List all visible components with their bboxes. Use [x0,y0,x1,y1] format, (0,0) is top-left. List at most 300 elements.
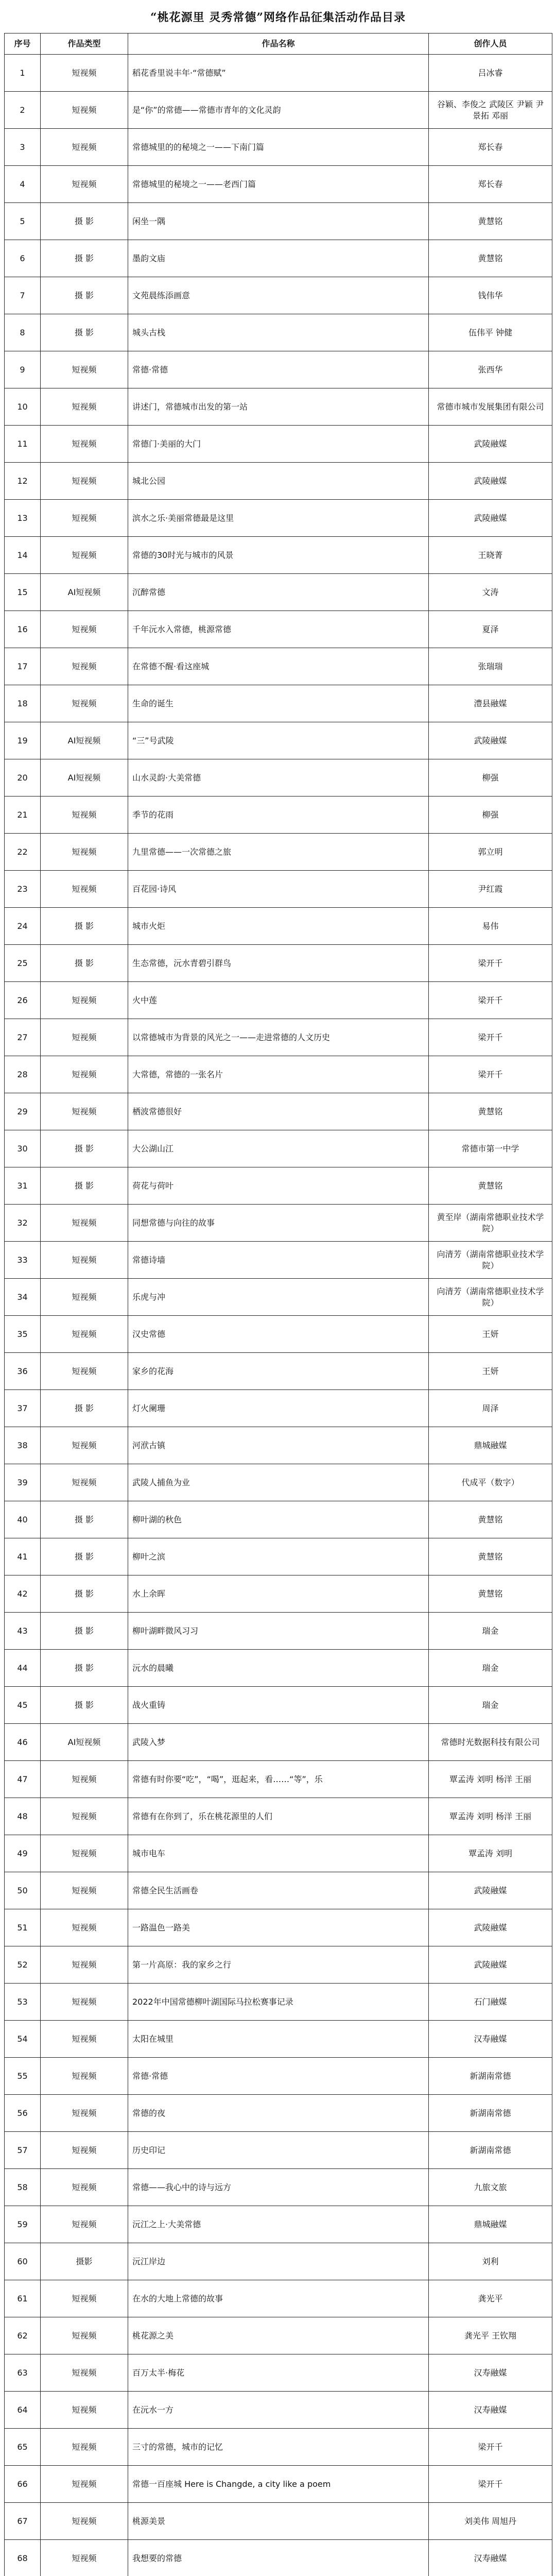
cell-type: 短视频 [41,2132,128,2169]
table-row [5,1390,552,1427]
table-row [5,1427,552,1464]
cell-name: 一路温色一路美 [128,1909,429,1946]
table-row [5,2058,552,2095]
cell-author: 汉寿融媒 [429,2540,552,2576]
cell-name: 荷花与荷叶 [128,1167,429,1205]
cell-name: 常德一百座城 Here is Changde, a city like a poem [128,2466,429,2503]
cell-type: 摄 影 [41,908,128,945]
cell-type: 短视频 [41,1464,128,1501]
cell-author: 郑长春 [429,166,552,203]
cell-author: 柳强 [429,759,552,796]
cell-type: 短视频 [41,1984,128,2021]
cell-type: 短视频 [41,351,128,388]
cell-name: 我想要的常德 [128,2540,429,2576]
cell-author: 武陵融媒 [429,500,552,537]
cell-no: 1 [5,55,41,92]
cell-type: 短视频 [41,2354,128,2392]
table-row [5,685,552,722]
cell-author: 龚光平 [429,2280,552,2317]
cell-type: 短视频 [41,500,128,537]
table-row [5,1872,552,1909]
cell-author: 黄慧铭 [429,203,552,240]
cell-no: 22 [5,834,41,871]
cell-author: 新湖南常德 [429,2058,552,2095]
cell-no: 16 [5,611,41,648]
table-row [5,1093,552,1130]
table-row [5,2021,552,2058]
cell-name: 沅江岸边 [128,2243,429,2280]
header-row [5,33,552,55]
table-row [5,2132,552,2169]
cell-type: 短视频 [41,796,128,834]
cell-name: 生态常德，沅水青碧引群鸟 [128,945,429,982]
cell-type: 短视频 [41,537,128,574]
cell-name: 柳叶之滨 [128,1538,429,1575]
table-row [5,2354,552,2392]
table-row [5,1650,552,1687]
table-row [5,2466,552,2503]
cell-no: 36 [5,1353,41,1390]
cell-author: 九旅文旅 [429,2169,552,2206]
cell-name: 常德——我心中的诗与远方 [128,2169,429,2206]
cell-author: 覃孟涛 刘明 杨洋 王丽 [429,1761,552,1798]
cell-name: 栖波常德很好 [128,1093,429,1130]
cell-type: 短视频 [41,1872,128,1909]
cell-name: 在常德不醒·看这座城 [128,648,429,685]
cell-author: 覃孟涛 刘明 [429,1835,552,1872]
cell-type: 摄 影 [41,945,128,982]
cell-type: 短视频 [41,1761,128,1798]
cell-author: 张西华 [429,351,552,388]
cell-author: 汉寿融媒 [429,2392,552,2429]
cell-no: 38 [5,1427,41,1464]
table-row [5,796,552,834]
cell-no: 32 [5,1205,41,1242]
cell-author: 黄慧铭 [429,1538,552,1575]
cell-name: 水上余晖 [128,1575,429,1613]
cell-name: 乐虎与冲 [128,1279,429,1316]
cell-name: 桃源美景 [128,2503,429,2540]
cell-type: 短视频 [41,982,128,1019]
cell-name: 文苑晨练添画意 [128,277,429,314]
table-row [5,2206,552,2243]
cell-name: 城头古栈 [128,314,429,351]
cell-type: 摄 影 [41,277,128,314]
cell-author: 张瑞瑞 [429,648,552,685]
table-row [5,240,552,277]
table-row [5,1575,552,1613]
cell-author: 瑞金 [429,1687,552,1724]
cell-no: 45 [5,1687,41,1724]
cell-name: 闲坐一隅 [128,203,429,240]
table-row [5,1724,552,1761]
cell-name: 常德有在你到了，乐在桃花源里的人们 [128,1798,429,1835]
cell-no: 14 [5,537,41,574]
cell-name: 武陵人捕鱼为业 [128,1464,429,1501]
cell-type: 摄 影 [41,1501,128,1538]
cell-no: 43 [5,1613,41,1650]
cell-no: 65 [5,2429,41,2466]
table-row [5,1205,552,1242]
cell-name: 战火重铸 [128,1687,429,1724]
cell-author: 武陵融媒 [429,463,552,500]
cell-type: 短视频 [41,611,128,648]
cell-name: 常德有时你要“吃”，“喝”，逛起来，看……“等”，乐 [128,1761,429,1798]
cell-no: 18 [5,685,41,722]
cell-author: 王妍 [429,1316,552,1353]
cell-no: 11 [5,426,41,463]
cell-name: 太阳在城里 [128,2021,429,2058]
cell-name: 常德的30时光与城市的风景 [128,537,429,574]
table-row [5,945,552,982]
cell-type: 短视频 [41,2466,128,2503]
table-row [5,648,552,685]
cell-no: 9 [5,351,41,388]
table-row [5,908,552,945]
table-row [5,500,552,537]
table-row [5,1984,552,2021]
cell-author: 易伟 [429,908,552,945]
cell-name: 同想常德与向往的故事 [128,1205,429,1242]
cell-no: 15 [5,574,41,611]
cell-type: 短视频 [41,2392,128,2429]
cell-no: 49 [5,1835,41,1872]
cell-type: 短视频 [41,1316,128,1353]
cell-name: 季节的花雨 [128,796,429,834]
cell-author: 向清芳（湖南常德职业技术学院） [429,1242,552,1279]
cell-no: 41 [5,1538,41,1575]
cell-name: 常德·常德 [128,2058,429,2095]
cell-no: 47 [5,1761,41,1798]
table-row [5,537,552,574]
table-row [5,166,552,203]
cell-type: 短视频 [41,55,128,92]
table-row [5,1130,552,1167]
cell-author: 黄慧铭 [429,1093,552,1130]
cell-author: 刘利 [429,2243,552,2280]
cell-type: 短视频 [41,92,128,129]
table-row [5,277,552,314]
table-row [5,759,552,796]
table-row [5,203,552,240]
cell-no: 62 [5,2317,41,2354]
cell-no: 10 [5,388,41,426]
cell-type: 摄 影 [41,1650,128,1687]
cell-type: 摄 影 [41,203,128,240]
cell-author: 常德时光数据科技有限公司 [429,1724,552,1761]
cell-type: 短视频 [41,1798,128,1835]
cell-name: 汉史常德 [128,1316,429,1353]
cell-author: 王晓菁 [429,537,552,574]
cell-author: 瑞金 [429,1650,552,1687]
cell-author: 汉寿融媒 [429,2354,552,2392]
cell-type: AI短视频 [41,722,128,759]
cell-no: 12 [5,463,41,500]
table-body [5,55,552,2576]
cell-type: 摄影 [41,2243,128,2280]
table-row [5,1464,552,1501]
cell-author: 鼎城融媒 [429,2206,552,2243]
cell-no: 35 [5,1316,41,1353]
cell-no: 51 [5,1909,41,1946]
table-row [5,1501,552,1538]
cell-name: 是“你”的常德——常德市青年的文化灵韵 [128,92,429,129]
cell-name: 灯火阑珊 [128,1390,429,1427]
cell-name: 在水的大地上常德的故事 [128,2280,429,2317]
cell-type: 短视频 [41,129,128,166]
table-row [5,2095,552,2132]
cell-no: 30 [5,1130,41,1167]
cell-type: 短视频 [41,2540,128,2576]
cell-name: 家乡的花海 [128,1353,429,1390]
cell-name: 常德的夜 [128,2095,429,2132]
table-row [5,1946,552,1984]
cell-author: 武陵融媒 [429,722,552,759]
cell-name: 城北公园 [128,463,429,500]
cell-author: 瑞金 [429,1613,552,1650]
table-row [5,574,552,611]
cell-type: 短视频 [41,1205,128,1242]
cell-no: 8 [5,314,41,351]
table-row [5,1687,552,1724]
cell-name: 大常德，常德的一张名片 [128,1056,429,1093]
cell-no: 5 [5,203,41,240]
cell-author: 王妍 [429,1353,552,1390]
cell-name: 常德门·美丽的大门 [128,426,429,463]
cell-no: 29 [5,1093,41,1130]
table-row [5,2169,552,2206]
table-row [5,1279,552,1316]
table-row [5,1056,552,1093]
cell-name: 九里常德——一次常德之旅 [128,834,429,871]
cell-type: 摄 影 [41,1575,128,1613]
cell-no: 34 [5,1279,41,1316]
table-row [5,388,552,426]
cell-name: 沅江之上·大美常德 [128,2206,429,2243]
cell-type: 短视频 [41,2280,128,2317]
table-row [5,314,552,351]
cell-author: 向清芳（湖南常德职业技术学院） [429,1279,552,1316]
cell-name: 常德诗墙 [128,1242,429,1279]
cell-no: 25 [5,945,41,982]
cell-author: 梁开千 [429,2429,552,2466]
table-row [5,129,552,166]
cell-name: 滨水之乐·美丽常德最是这里 [128,500,429,537]
cell-type: 摄 影 [41,240,128,277]
cell-name: 墨韵文庙 [128,240,429,277]
page-title: “桃花源里 灵秀常德”网络作品征集活动作品目录 [150,10,406,24]
cell-no: 68 [5,2540,41,2576]
cell-author: 黄慧铭 [429,240,552,277]
cell-name: 百花园·诗风 [128,871,429,908]
cell-type: 短视频 [41,685,128,722]
cell-type: AI短视频 [41,1724,128,1761]
cell-author: 郑长春 [429,129,552,166]
catalog-table [4,33,552,2576]
cell-no: 33 [5,1242,41,1279]
cell-author: 汉寿融媒 [429,2021,552,2058]
cell-name: 沅水的晨曦 [128,1650,429,1687]
table-row [5,834,552,871]
cell-name: 常德城里的的秘境之一——下南门篇 [128,129,429,166]
cell-type: 短视频 [41,648,128,685]
table-row [5,2503,552,2540]
cell-name: 生命的诞生 [128,685,429,722]
cell-author: 鼎城融媒 [429,1427,552,1464]
table-row [5,92,552,129]
cell-no: 2 [5,92,41,129]
cell-type: 摄 影 [41,1613,128,1650]
table-row [5,1909,552,1946]
cell-author: 武陵融媒 [429,1872,552,1909]
cell-type: 短视频 [41,1093,128,1130]
cell-author: 梁开千 [429,945,552,982]
cell-type: 短视频 [41,1835,128,1872]
header-type: 作品类型 [41,33,128,55]
cell-no: 4 [5,166,41,203]
table-row [5,1353,552,1390]
cell-author: 梁开千 [429,1019,552,1056]
cell-author: 武陵融媒 [429,426,552,463]
table-row [5,2280,552,2317]
cell-type: 短视频 [41,388,128,426]
cell-author: 黄慧铭 [429,1501,552,1538]
cell-name: 常德城里的秘境之一——老西门篇 [128,166,429,203]
cell-name: 在沅水一方 [128,2392,429,2429]
cell-no: 48 [5,1798,41,1835]
cell-name: 常德·常德 [128,351,429,388]
cell-no: 13 [5,500,41,537]
cell-type: 摄 影 [41,314,128,351]
table-row [5,2540,552,2576]
cell-name: 武陵入梦 [128,1724,429,1761]
cell-no: 59 [5,2206,41,2243]
cell-author: 伍伟平 钟健 [429,314,552,351]
table-row [5,1761,552,1798]
cell-type: 短视频 [41,2317,128,2354]
cell-no: 66 [5,2466,41,2503]
cell-name: 三寸的常德，城市的记忆 [128,2429,429,2466]
cell-no: 40 [5,1501,41,1538]
table-row [5,426,552,463]
cell-no: 55 [5,2058,41,2095]
cell-no: 61 [5,2280,41,2317]
cell-author: 新湖南常德 [429,2095,552,2132]
cell-name: 山水灵韵·大美常德 [128,759,429,796]
cell-type: 短视频 [41,1019,128,1056]
table-row [5,871,552,908]
cell-type: 短视频 [41,2206,128,2243]
cell-name: “三”号武陵 [128,722,429,759]
table-row [5,1019,552,1056]
cell-name: 稻花香里说丰年·“常德赋” [128,55,429,92]
cell-no: 54 [5,2021,41,2058]
table-row [5,2317,552,2354]
header-name: 作品名称 [128,33,429,55]
cell-no: 53 [5,1984,41,2021]
cell-type: 摄 影 [41,1390,128,1427]
cell-author: 常德市第一中学 [429,1130,552,1167]
cell-author: 夏泽 [429,611,552,648]
cell-author: 梁开千 [429,982,552,1019]
cell-type: 短视频 [41,834,128,871]
table-row [5,722,552,759]
cell-author: 覃孟涛 刘明 杨洋 王丽 [429,1798,552,1835]
cell-type: 短视频 [41,1427,128,1464]
cell-name: 大公湖山江 [128,1130,429,1167]
cell-type: 短视频 [41,871,128,908]
cell-no: 27 [5,1019,41,1056]
cell-name: 2022年中国常德柳叶湖国际马拉松赛事记录 [128,1984,429,2021]
cell-author: 龚光平 王钦翔 [429,2317,552,2354]
cell-author: 石门融媒 [429,1984,552,2021]
cell-type: 摄 影 [41,1687,128,1724]
cell-name: 历史印记 [128,2132,429,2169]
cell-no: 7 [5,277,41,314]
cell-author: 谷颖、李俊之 武陵区 尹颖 尹景拓 邓丽 [429,92,552,129]
table-row [5,1538,552,1575]
table-row [5,1613,552,1650]
cell-no: 31 [5,1167,41,1205]
cell-type: 摄 影 [41,1130,128,1167]
cell-name: 以常德城市为背景的风光之一——走进常德的人文历史 [128,1019,429,1056]
cell-name: 柳叶湖畔微风习习 [128,1613,429,1650]
table-row [5,982,552,1019]
cell-no: 24 [5,908,41,945]
cell-no: 26 [5,982,41,1019]
cell-no: 19 [5,722,41,759]
cell-author: 武陵融媒 [429,1946,552,1984]
table-row [5,2243,552,2280]
table-row [5,1316,552,1353]
table-row [5,1242,552,1279]
cell-type: 短视频 [41,166,128,203]
cell-no: 63 [5,2354,41,2392]
cell-author: 黄慧铭 [429,1167,552,1205]
cell-no: 28 [5,1056,41,1093]
cell-author: 文涛 [429,574,552,611]
cell-name: 第一片高原：我的家乡之行 [128,1946,429,1984]
cell-type: 短视频 [41,1279,128,1316]
cell-no: 17 [5,648,41,685]
table-header [5,33,552,55]
table-row [5,2392,552,2429]
cell-no: 37 [5,1390,41,1427]
cell-author: 梁开千 [429,2466,552,2503]
cell-type: 摄 影 [41,1167,128,1205]
cell-author: 梁开千 [429,1056,552,1093]
cell-no: 67 [5,2503,41,2540]
cell-author: 尹红霞 [429,871,552,908]
cell-type: 短视频 [41,2503,128,2540]
cell-name: 桃花源之美 [128,2317,429,2354]
cell-author: 新湖南常德 [429,2132,552,2169]
cell-name: 城市火炬 [128,908,429,945]
cell-name: 讲述门，常德城市出发的第一站 [128,388,429,426]
cell-author: 柳强 [429,796,552,834]
cell-type: AI短视频 [41,574,128,611]
cell-name: 城市电车 [128,1835,429,1872]
cell-name: 千年沅水入常德，桃源常德 [128,611,429,648]
cell-type: 短视频 [41,2058,128,2095]
cell-type: 短视频 [41,2429,128,2466]
cell-author: 钱伟华 [429,277,552,314]
cell-name: 河洑古镇 [128,1427,429,1464]
cell-no: 39 [5,1464,41,1501]
cell-author: 刘美伟 周旭丹 [429,2503,552,2540]
table-row [5,351,552,388]
cell-type: 短视频 [41,1909,128,1946]
